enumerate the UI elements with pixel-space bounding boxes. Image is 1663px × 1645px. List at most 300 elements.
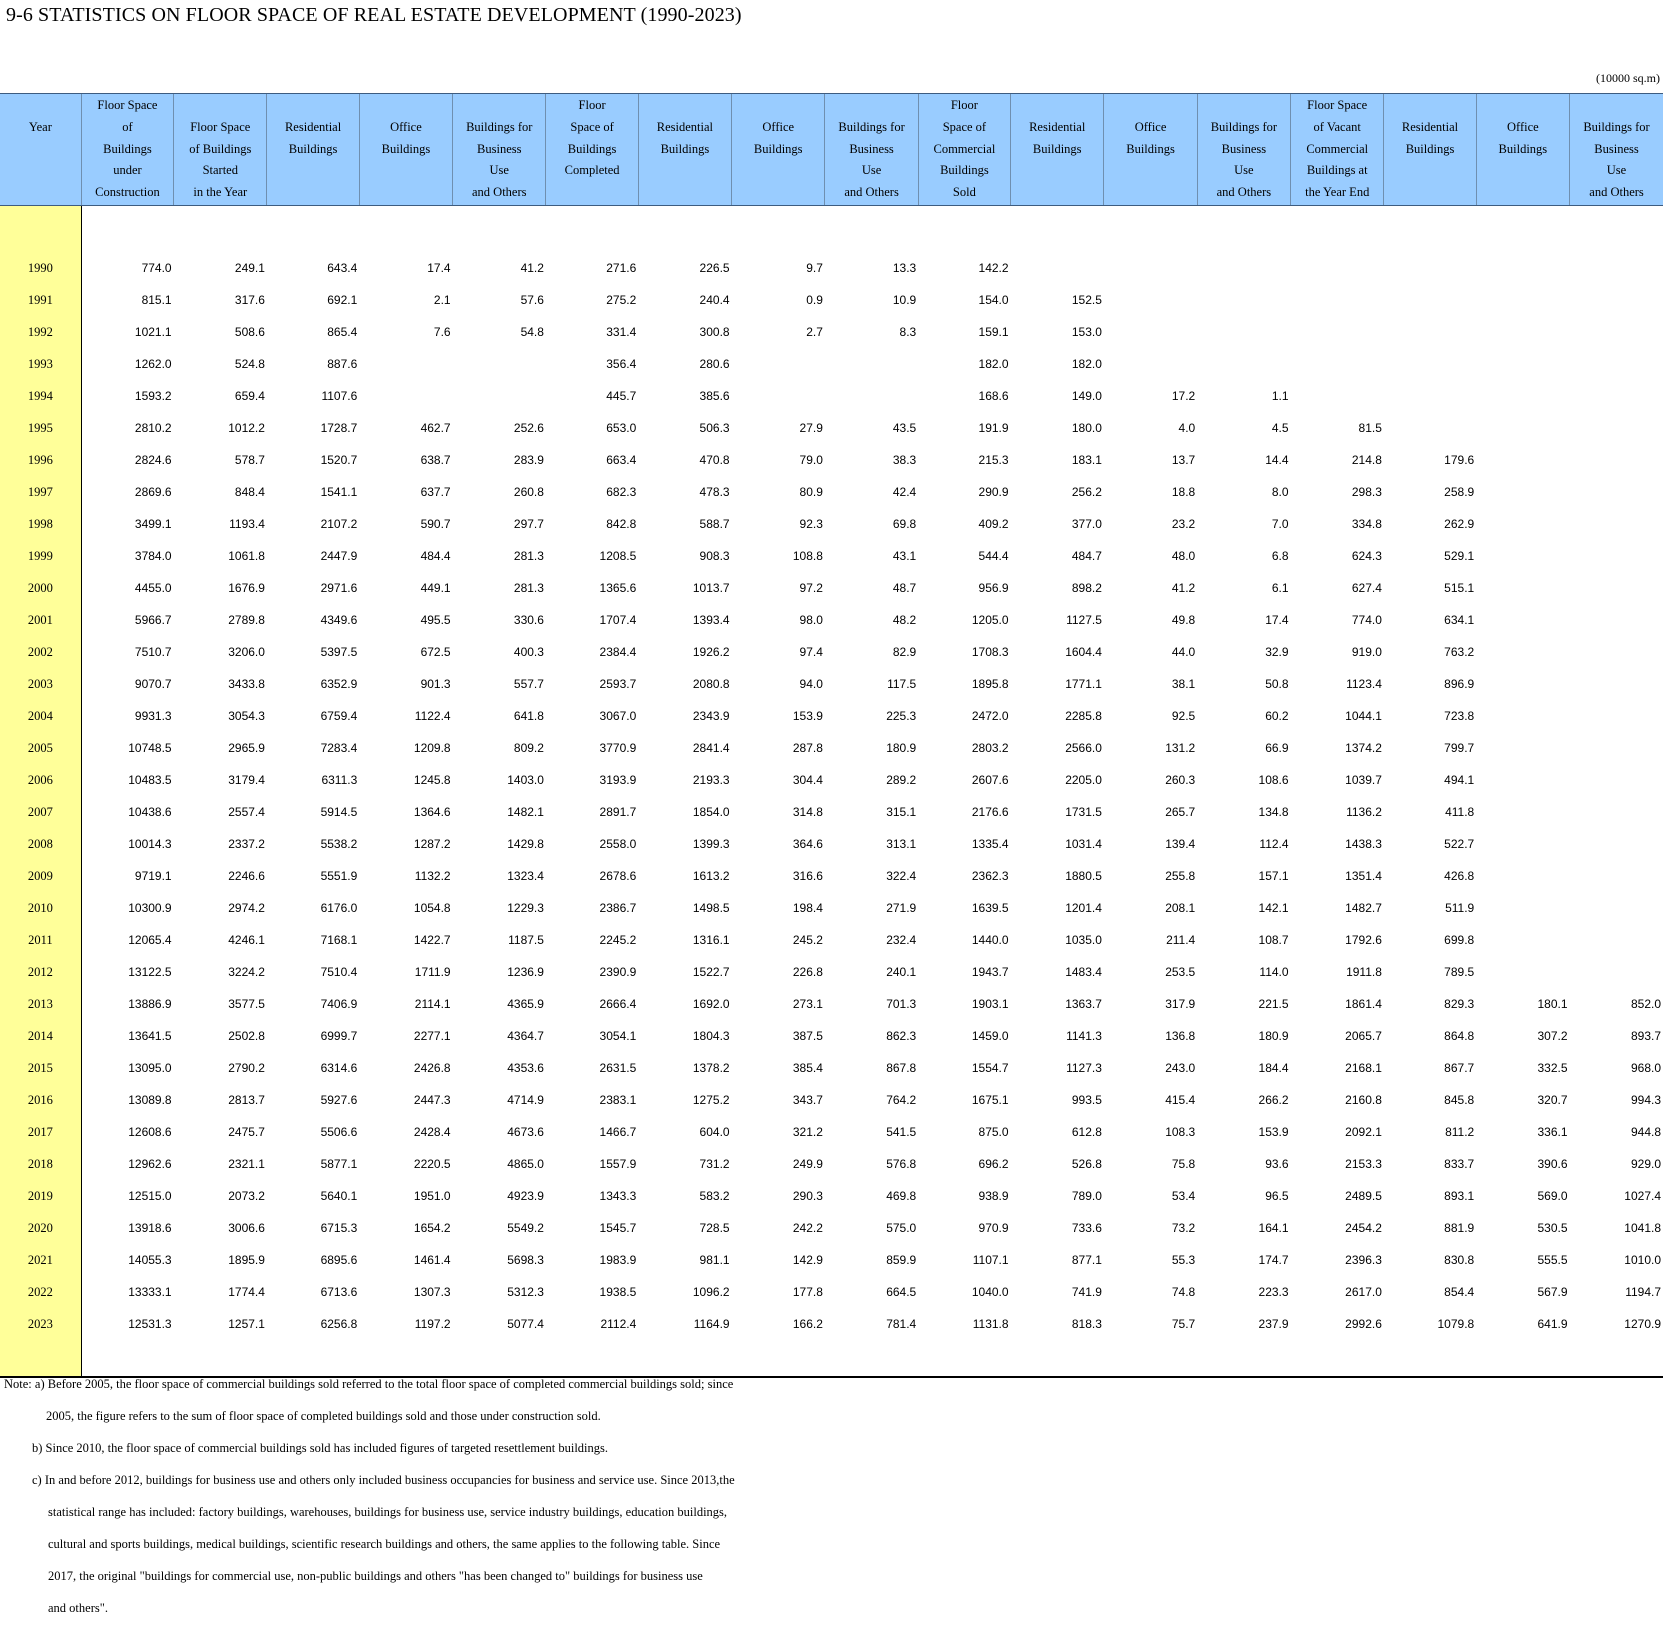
spacer-cell bbox=[1291, 1340, 1384, 1377]
value-cell bbox=[1104, 252, 1197, 284]
value-cell bbox=[1384, 348, 1476, 380]
column-header bbox=[1104, 94, 1197, 206]
value-cell bbox=[1384, 316, 1476, 348]
value-cell bbox=[1476, 508, 1569, 540]
header-line: the Year End bbox=[1305, 185, 1370, 200]
value-cell: 896.9 bbox=[1444, 677, 1475, 691]
value-cell bbox=[1476, 476, 1569, 508]
value-cell: 908.3 bbox=[699, 549, 730, 563]
value-cell: 470.8 bbox=[699, 453, 730, 467]
value-cell: 10438.6 bbox=[128, 805, 172, 819]
header-line: Buildings bbox=[103, 141, 152, 156]
column-header bbox=[546, 94, 638, 206]
value-cell: 1522.7 bbox=[692, 965, 730, 979]
value-cell: 938.9 bbox=[978, 1189, 1009, 1203]
header-line: Buildings bbox=[940, 163, 989, 178]
table-row bbox=[0, 316, 1663, 348]
year-cell: 1992 bbox=[0, 316, 81, 348]
value-cell: 624.3 bbox=[1351, 549, 1382, 563]
column-header bbox=[638, 94, 731, 206]
value-cell: 815.1 bbox=[141, 293, 172, 307]
value-cell: 356.4 bbox=[606, 357, 637, 371]
value-cell bbox=[1476, 380, 1569, 412]
header-line: Buildings at bbox=[1306, 163, 1368, 178]
value-cell: 1141.3 bbox=[1066, 1029, 1102, 1043]
value-cell: 2246.6 bbox=[228, 869, 265, 883]
value-cell: 304.4 bbox=[792, 773, 823, 787]
value-cell: 1466.7 bbox=[599, 1125, 637, 1139]
value-cell: 1804.3 bbox=[692, 1029, 730, 1043]
value-cell: 108.7 bbox=[1258, 933, 1289, 947]
value-cell: 55.3 bbox=[1171, 1253, 1196, 1267]
value-cell: 2205.0 bbox=[1065, 773, 1102, 787]
value-cell: 10.9 bbox=[892, 293, 917, 307]
spacer-cell bbox=[1011, 206, 1104, 253]
value-cell: 7510.4 bbox=[320, 965, 358, 979]
spacer-cell bbox=[1476, 206, 1569, 253]
value-cell: 1132.2 bbox=[414, 869, 451, 883]
header-line: Sold bbox=[952, 185, 976, 200]
note-line: cultural and sports buildings, medical buildings, scientific research buildings and others, the same applies to the following table. Since bbox=[48, 1537, 721, 1551]
value-cell: 2810.2 bbox=[134, 421, 172, 435]
value-cell: 198.4 bbox=[792, 901, 823, 915]
table-row bbox=[0, 1308, 1663, 1340]
value-cell: 298.3 bbox=[1351, 485, 1382, 499]
header-line: and Others bbox=[1589, 185, 1644, 200]
value-cell: 3770.9 bbox=[599, 741, 637, 755]
value-cell: 4923.9 bbox=[507, 1189, 544, 1203]
value-cell: 733.6 bbox=[1071, 1221, 1102, 1235]
table-row bbox=[0, 1148, 1663, 1180]
value-cell bbox=[1291, 348, 1384, 380]
value-cell bbox=[1570, 860, 1663, 892]
table-row bbox=[0, 700, 1663, 732]
value-cell bbox=[732, 380, 825, 412]
spacer-cell bbox=[81, 206, 173, 253]
table-row bbox=[0, 540, 1663, 572]
header-line: Buildings bbox=[567, 141, 617, 156]
value-cell: 664.5 bbox=[886, 1285, 917, 1299]
value-cell bbox=[1476, 316, 1569, 348]
year-cell: 2006 bbox=[0, 764, 81, 796]
value-cell: 215.3 bbox=[978, 453, 1009, 467]
value-cell: 108.8 bbox=[792, 549, 823, 563]
value-cell: 4.5 bbox=[1271, 421, 1289, 435]
value-cell: 377.0 bbox=[1071, 517, 1102, 531]
value-cell: 1079.8 bbox=[1437, 1317, 1475, 1331]
value-cell: 544.4 bbox=[978, 549, 1009, 563]
value-cell: 567.9 bbox=[1537, 1285, 1568, 1299]
year-header bbox=[0, 94, 81, 206]
value-cell: 919.0 bbox=[1351, 645, 1382, 659]
value-cell: 320.7 bbox=[1537, 1093, 1568, 1107]
header-line: Office bbox=[1134, 119, 1167, 134]
value-cell: 3054.1 bbox=[599, 1029, 637, 1043]
value-cell bbox=[825, 380, 918, 412]
year-cell: 2004 bbox=[0, 700, 81, 732]
value-cell: 845.8 bbox=[1444, 1093, 1475, 1107]
value-cell: 271.9 bbox=[886, 901, 917, 915]
value-cell: 13122.5 bbox=[128, 965, 172, 979]
table-row bbox=[0, 796, 1663, 828]
value-cell bbox=[1570, 764, 1663, 796]
value-cell: 2426.8 bbox=[413, 1061, 451, 1075]
value-cell: 13089.8 bbox=[128, 1093, 172, 1107]
value-cell bbox=[1570, 828, 1663, 860]
header-line: Floor Space bbox=[1307, 98, 1368, 112]
header-line: Business bbox=[477, 141, 522, 156]
value-cell: 2160.8 bbox=[1345, 1093, 1382, 1107]
value-cell: 1021.1 bbox=[134, 325, 172, 339]
value-cell: 1911.8 bbox=[1346, 965, 1382, 979]
value-cell: 1554.7 bbox=[971, 1061, 1009, 1075]
value-cell: 2607.6 bbox=[971, 773, 1009, 787]
value-cell: 881.9 bbox=[1444, 1221, 1475, 1235]
value-cell bbox=[1197, 284, 1290, 316]
value-cell: 5698.3 bbox=[507, 1253, 544, 1267]
value-cell: 522.7 bbox=[1444, 837, 1475, 851]
value-cell bbox=[1476, 796, 1569, 828]
value-cell: 1262.0 bbox=[134, 357, 172, 371]
value-cell: 6311.3 bbox=[321, 773, 358, 787]
value-cell: 981.1 bbox=[699, 1253, 730, 1267]
value-cell: 604.0 bbox=[699, 1125, 730, 1139]
table-row bbox=[0, 924, 1663, 956]
value-cell: 0.9 bbox=[806, 293, 823, 307]
value-cell: 13886.9 bbox=[128, 997, 172, 1011]
value-cell: 208.1 bbox=[1165, 901, 1196, 915]
column-header bbox=[732, 94, 825, 206]
header-line: Residential bbox=[1401, 119, 1459, 134]
value-cell: 641.8 bbox=[513, 709, 544, 723]
value-cell: 929.0 bbox=[1630, 1157, 1661, 1171]
value-cell: 1.1 bbox=[1271, 389, 1289, 403]
value-cell: 2114.1 bbox=[414, 997, 451, 1011]
value-cell: 2390.9 bbox=[599, 965, 637, 979]
header-line: Completed bbox=[564, 163, 620, 178]
value-cell: 968.0 bbox=[1630, 1061, 1661, 1075]
table-row bbox=[0, 284, 1663, 316]
value-cell: 149.0 bbox=[1071, 389, 1102, 403]
value-cell: 696.2 bbox=[978, 1157, 1009, 1171]
value-cell: 484.7 bbox=[1071, 549, 1102, 563]
header-line bbox=[640, 182, 730, 204]
value-cell: 741.9 bbox=[1071, 1285, 1102, 1299]
value-cell: 307.2 bbox=[1537, 1029, 1568, 1043]
note-line: 2017, the original "buildings for commercial use, non-public buildings and others "has been changed to" buildings for business use bbox=[48, 1569, 703, 1583]
value-cell: 69.8 bbox=[892, 517, 917, 531]
value-cell: 153.9 bbox=[792, 709, 823, 723]
value-cell bbox=[1291, 252, 1384, 284]
value-cell: 2678.6 bbox=[599, 869, 637, 883]
value-cell: 583.2 bbox=[699, 1189, 730, 1203]
value-cell: 2384.4 bbox=[599, 645, 637, 659]
value-cell: 799.7 bbox=[1444, 741, 1475, 755]
value-cell bbox=[1476, 412, 1569, 444]
value-cell: 1131.8 bbox=[972, 1317, 1009, 1331]
value-cell: 1364.6 bbox=[413, 805, 451, 819]
header-line: Buildings bbox=[753, 141, 803, 156]
value-cell: 191.9 bbox=[978, 421, 1009, 435]
value-cell: 316.6 bbox=[792, 869, 823, 883]
spacer-cell bbox=[267, 206, 359, 253]
value-cell: 5538.2 bbox=[320, 837, 358, 851]
spacer-cell bbox=[1197, 206, 1290, 253]
value-cell: 2153.3 bbox=[1345, 1157, 1382, 1171]
value-cell: 183.1 bbox=[1071, 453, 1102, 467]
table-row bbox=[0, 348, 1663, 380]
header-line bbox=[361, 95, 451, 117]
value-cell: 81.5 bbox=[1358, 421, 1382, 435]
value-cell bbox=[1570, 284, 1663, 316]
value-cell: 2277.1 bbox=[413, 1029, 451, 1043]
value-cell: 73.2 bbox=[1171, 1221, 1196, 1235]
value-cell: 2321.1 bbox=[228, 1157, 265, 1171]
value-cell: 3067.0 bbox=[599, 709, 637, 723]
header-line: Residential bbox=[656, 119, 714, 134]
value-cell: 2974.2 bbox=[228, 901, 265, 915]
value-cell: 8.0 bbox=[1271, 485, 1289, 499]
value-cell: 1040.0 bbox=[971, 1285, 1009, 1299]
spacer-row bbox=[0, 206, 1663, 253]
value-cell: 692.1 bbox=[327, 293, 358, 307]
value-cell: 1193.4 bbox=[229, 517, 265, 531]
value-cell: 2112.4 bbox=[600, 1317, 637, 1331]
value-cell: 1854.0 bbox=[692, 805, 730, 819]
value-cell: 508.6 bbox=[234, 325, 265, 339]
value-cell: 214.8 bbox=[1351, 453, 1382, 467]
header-line: and Others bbox=[472, 185, 527, 200]
value-cell: 1365.6 bbox=[599, 581, 637, 595]
value-cell: 18.8 bbox=[1171, 485, 1196, 499]
note-line: and others". bbox=[48, 1601, 108, 1615]
header-line bbox=[1105, 182, 1195, 204]
value-cell: 283.9 bbox=[513, 453, 544, 467]
spacer-cell bbox=[1570, 206, 1663, 253]
value-cell: 2362.3 bbox=[971, 869, 1009, 883]
value-cell: 2.7 bbox=[806, 325, 823, 339]
header-line: Buildings for bbox=[466, 119, 533, 134]
value-cell: 2965.9 bbox=[228, 741, 265, 755]
value-cell: 5551.9 bbox=[320, 869, 358, 883]
header-line: Space of bbox=[570, 119, 614, 134]
value-cell bbox=[1570, 540, 1663, 572]
value-cell: 258.9 bbox=[1444, 485, 1475, 499]
value-cell: 1604.4 bbox=[1065, 645, 1102, 659]
value-cell bbox=[1476, 636, 1569, 668]
note-line: Note: a) Before 2005, the floor space of commercial buildings sold referred to the total floor space of completed commercial buildings sold; since bbox=[4, 1377, 734, 1391]
value-cell: 6314.6 bbox=[320, 1061, 358, 1075]
value-cell bbox=[453, 380, 546, 412]
table-row bbox=[0, 1084, 1663, 1116]
header-line: Commercial bbox=[933, 141, 996, 156]
value-cell: 1316.1 bbox=[692, 933, 730, 947]
year-cell: 2023 bbox=[0, 1308, 81, 1340]
value-cell: 638.7 bbox=[420, 453, 451, 467]
value-cell: 2343.9 bbox=[692, 709, 730, 723]
value-cell: 1054.8 bbox=[413, 901, 451, 915]
value-cell: 1257.1 bbox=[228, 1317, 265, 1331]
year-cell: 2001 bbox=[0, 604, 81, 636]
header-line: Buildings bbox=[1498, 141, 1548, 156]
header-line: Residential bbox=[284, 119, 342, 134]
column-header bbox=[267, 94, 359, 206]
value-cell: 223.3 bbox=[1258, 1285, 1289, 1299]
value-cell: 1613.2 bbox=[692, 869, 730, 883]
header-line: Office bbox=[390, 119, 422, 134]
value-cell: 887.6 bbox=[327, 357, 358, 371]
value-cell: 659.4 bbox=[234, 389, 265, 403]
unit-label: (10000 sq.m) bbox=[1596, 71, 1660, 85]
value-cell bbox=[1291, 380, 1384, 412]
value-cell: 1127.3 bbox=[1066, 1061, 1102, 1075]
value-cell bbox=[1570, 956, 1663, 988]
value-cell: 240.4 bbox=[699, 293, 730, 307]
value-cell: 96.5 bbox=[1265, 1189, 1289, 1203]
value-cell: 249.9 bbox=[792, 1157, 823, 1171]
value-cell: 1675.1 bbox=[971, 1093, 1009, 1107]
value-cell: 180.1 bbox=[1537, 997, 1568, 1011]
value-cell: 1708.3 bbox=[971, 645, 1009, 659]
value-cell: 2841.4 bbox=[692, 741, 730, 755]
spacer-cell bbox=[638, 206, 731, 253]
value-cell: 41.2 bbox=[520, 261, 544, 275]
value-cell: 529.1 bbox=[1444, 549, 1475, 563]
value-cell: 1123.4 bbox=[1346, 677, 1382, 691]
value-cell: 1482.7 bbox=[1345, 901, 1382, 915]
value-cell: 54.8 bbox=[520, 325, 544, 339]
table-row bbox=[0, 380, 1663, 412]
value-cell: 1943.7 bbox=[971, 965, 1009, 979]
value-cell: 875.0 bbox=[978, 1125, 1009, 1139]
value-cell: 2502.8 bbox=[228, 1029, 265, 1043]
value-cell: 315.1 bbox=[886, 805, 917, 819]
value-cell: 641.9 bbox=[1537, 1317, 1568, 1331]
header-line bbox=[1012, 95, 1102, 117]
header-line bbox=[268, 182, 357, 204]
value-cell: 385.4 bbox=[792, 1061, 823, 1075]
value-cell: 136.8 bbox=[1165, 1029, 1196, 1043]
value-cell: 1194.7 bbox=[1625, 1285, 1661, 1299]
value-cell: 848.4 bbox=[234, 485, 265, 499]
value-cell: 1335.4 bbox=[971, 837, 1009, 851]
value-cell: 131.2 bbox=[1165, 741, 1196, 755]
value-cell: 7406.9 bbox=[320, 997, 358, 1011]
value-cell: 789.5 bbox=[1444, 965, 1475, 979]
header-line bbox=[1385, 160, 1474, 182]
value-cell: 612.8 bbox=[1071, 1125, 1102, 1139]
value-cell: 862.3 bbox=[886, 1029, 917, 1043]
value-cell: 9.7 bbox=[806, 261, 823, 275]
header-line: Residential bbox=[1029, 119, 1086, 134]
note-line: c) In and before 2012, buildings for business use and others only included business occupancies for business and service use. Since 2013,the bbox=[32, 1473, 735, 1487]
note-line: 2005, the figure refers to the sum of floor space of completed buildings sold and those under construction sold. bbox=[46, 1409, 601, 1423]
value-cell: 13333.1 bbox=[128, 1285, 172, 1299]
column-header bbox=[1011, 94, 1104, 206]
value-cell: 174.7 bbox=[1258, 1253, 1289, 1267]
value-cell: 10014.3 bbox=[128, 837, 172, 851]
value-cell: 893.1 bbox=[1444, 1189, 1475, 1203]
header-line bbox=[1, 95, 80, 117]
value-cell: 1343.3 bbox=[599, 1189, 637, 1203]
value-cell: 1983.9 bbox=[599, 1253, 637, 1267]
value-cell: 5397.5 bbox=[320, 645, 358, 659]
value-cell: 48.7 bbox=[892, 581, 917, 595]
value-cell: 2489.5 bbox=[1345, 1189, 1382, 1203]
header-line bbox=[268, 95, 357, 117]
header-line: and Others bbox=[1216, 185, 1272, 200]
year-cell: 2018 bbox=[0, 1148, 81, 1180]
value-cell: 449.1 bbox=[420, 581, 451, 595]
header-line bbox=[1385, 182, 1474, 204]
value-cell: 588.7 bbox=[699, 517, 730, 531]
value-cell: 117.5 bbox=[887, 677, 917, 691]
value-cell: 6256.8 bbox=[320, 1317, 358, 1331]
value-cell: 1107.1 bbox=[972, 1253, 1009, 1267]
value-cell bbox=[1104, 284, 1197, 316]
value-cell: 1035.0 bbox=[1065, 933, 1102, 947]
value-cell: 159.1 bbox=[978, 325, 1009, 339]
year-cell: 1991 bbox=[0, 284, 81, 316]
value-cell: 1593.2 bbox=[134, 389, 172, 403]
value-cell bbox=[1384, 252, 1476, 284]
value-cell: 1498.5 bbox=[692, 901, 730, 915]
value-cell: 993.5 bbox=[1071, 1093, 1102, 1107]
value-cell bbox=[1570, 252, 1663, 284]
value-cell: 1061.8 bbox=[228, 549, 265, 563]
value-cell: 526.8 bbox=[1071, 1157, 1102, 1171]
note-line: statistical range has included: factory buildings, warehouses, buildings for business use, service industry buildings, education buildings, bbox=[48, 1505, 728, 1519]
spacer-cell bbox=[732, 1340, 825, 1377]
table-row bbox=[0, 604, 1663, 636]
value-cell: 409.2 bbox=[978, 517, 1009, 531]
value-cell: 134.8 bbox=[1258, 805, 1289, 819]
value-cell: 313.1 bbox=[886, 837, 917, 851]
table-row bbox=[0, 252, 1663, 284]
year-cell: 2021 bbox=[0, 1244, 81, 1276]
value-cell: 281.3 bbox=[513, 581, 544, 595]
value-cell: 1208.5 bbox=[599, 549, 637, 563]
value-cell: 5549.2 bbox=[507, 1221, 544, 1235]
value-cell: 114.0 bbox=[1259, 965, 1289, 979]
value-cell: 2566.0 bbox=[1065, 741, 1102, 755]
notes bbox=[4, 1368, 735, 1624]
header-line bbox=[1012, 182, 1102, 204]
value-cell: 180.9 bbox=[886, 741, 917, 755]
value-cell: 1459.0 bbox=[971, 1029, 1009, 1043]
value-cell bbox=[453, 348, 546, 380]
value-cell: 723.8 bbox=[1444, 709, 1475, 723]
value-cell: 164.1 bbox=[1258, 1221, 1289, 1235]
value-cell: 859.9 bbox=[886, 1253, 917, 1267]
value-cell: 1107.6 bbox=[321, 389, 358, 403]
value-cell bbox=[1570, 796, 1663, 828]
column-header bbox=[1384, 94, 1476, 206]
header-line bbox=[733, 95, 823, 117]
value-cell: 511.9 bbox=[1445, 901, 1475, 915]
table-row bbox=[0, 1276, 1663, 1308]
value-cell: 1438.3 bbox=[1345, 837, 1382, 851]
value-cell: 280.6 bbox=[699, 357, 730, 371]
value-cell bbox=[1476, 764, 1569, 796]
value-cell: 2824.6 bbox=[134, 453, 172, 467]
value-cell: 445.7 bbox=[606, 389, 637, 403]
value-cell: 541.5 bbox=[886, 1125, 917, 1139]
value-cell: 5077.4 bbox=[507, 1317, 544, 1331]
column-header bbox=[1476, 94, 1569, 206]
table-row bbox=[0, 1180, 1663, 1212]
value-cell: 4349.6 bbox=[320, 613, 358, 627]
